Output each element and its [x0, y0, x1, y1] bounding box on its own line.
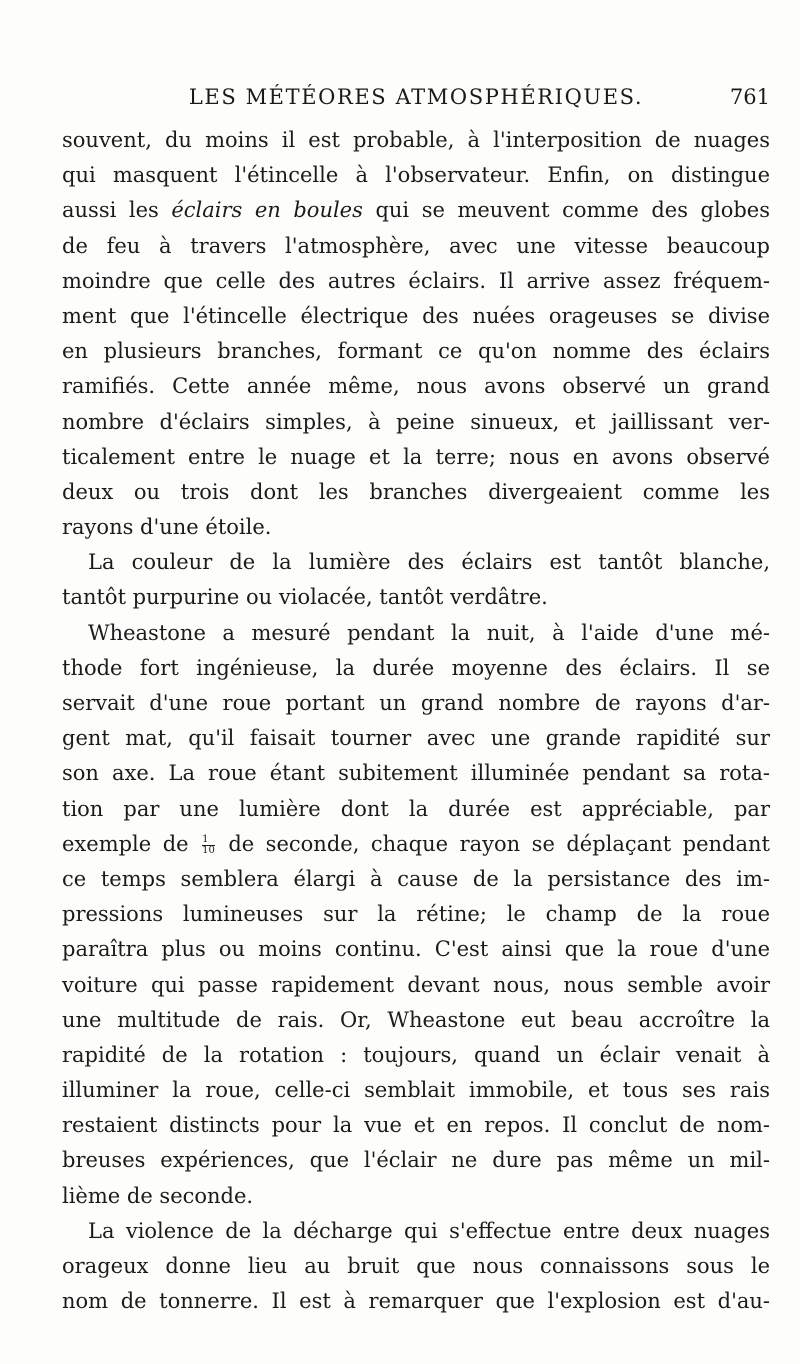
page-number: 761: [729, 85, 770, 109]
body-text: [62, 123, 770, 1319]
text-line: La violence de la décharge qui s'effectue entre deux nuages: [88, 1218, 770, 1243]
text-line: qui masquent l'étincelle à l'observateur. Enfin, on distingue: [62, 163, 770, 188]
text-line: ticalement entre le nuage et la terre; nous en avons observé: [62, 444, 770, 469]
text-line: voiture qui passe rapidement devant nous, nous semble avoir: [62, 972, 770, 997]
text-line: de feu à travers l'atmosphère, avec une vitesse beaucoup: [62, 233, 770, 258]
text-line: son axe. La roue étant subitement illuminée pendant sa rota-: [62, 761, 770, 786]
text-line: lième de seconde.: [62, 1183, 254, 1208]
text-line: [62, 827, 770, 862]
page-header: [62, 82, 770, 112]
text-line: rayons d'une étoile.: [62, 515, 272, 540]
text-line: ce temps semblera élargi à cause de la persistance des im-: [62, 866, 770, 891]
text-line: gent mat, qu'il faisait tourner avec une grande rapidité sur: [62, 726, 770, 751]
italic-term: éclairs en boules: [171, 198, 363, 223]
text-line: tantôt purpurine ou violacée, tantôt verdâtre.: [62, 585, 548, 610]
text-line: La couleur de la lumière des éclairs est tantôt blanche,: [88, 550, 770, 575]
running-title: LES MÉTÉORES ATMOSPHÉRIQUES.: [188, 85, 644, 109]
text-line: breuses expériences, que l'éclair ne dure pas même un mil-: [62, 1148, 770, 1173]
text-line: une multitude de rais. Or, Wheastone eut beau accroître la: [62, 1007, 770, 1032]
text-line: thode fort ingénieuse, la durée moyenne des éclairs. Il se: [62, 655, 770, 680]
text-line: restaient distincts pour la vue et en repos. Il conclut de nom-: [62, 1113, 770, 1138]
text-line: rapidité de la rotation : toujours, quand un éclair venait à: [62, 1042, 770, 1067]
text-line: nombre d'éclairs simples, à peine sinueux, et jaillissant ver-: [62, 409, 770, 434]
text-line: orageux donne lieu au bruit que nous connaissons sous le: [62, 1254, 770, 1278]
text-line: en plusieurs branches, formant ce qu'on nomme des éclairs: [62, 339, 770, 364]
fraction-denominator: 10: [202, 844, 215, 856]
text-segment: de seconde, chaque rayon se déplaçant pendant: [216, 831, 770, 856]
text-segment: exemple de: [62, 831, 201, 856]
text-line: paraîtra plus ou moins continu. C'est ainsi que la roue d'une: [62, 937, 770, 962]
text-line: Wheastone a mesuré pendant la nuit, à l'aide d'une mé-: [88, 620, 770, 645]
text-line: illuminer la roue, celle-ci semblait immobile, et tous ses rais: [62, 1078, 770, 1103]
text-line: [62, 193, 770, 228]
text-line: tion par une lumière dont la durée est appréciable, par: [62, 796, 770, 821]
text-line: ment que l'étincelle électrique des nuées orageuses se divise: [62, 303, 770, 328]
text-line: moindre que celle des autres éclairs. Il arrive assez fréquem-: [62, 268, 770, 293]
fraction-numerator: 1: [202, 835, 215, 846]
text-line: pressions lumineuses sur la rétine; le champ de la roue: [62, 902, 770, 927]
text-line: ramifiés. Cette année même, nous avons observé un grand: [62, 374, 770, 399]
text-line: deux ou trois dont les branches divergeaient comme les: [62, 479, 770, 504]
text-line: servait d'une roue portant un grand nombre de rayons d'ar-: [62, 691, 770, 715]
fraction: [202, 835, 215, 856]
text-segment: aussi les: [62, 198, 172, 223]
text-segment: qui se meuvent comme des globes: [362, 198, 770, 223]
text-line: nom de tonnerre. Il est à remarquer que l'explosion est d'au-: [62, 1289, 770, 1314]
text-line: souvent, du moins il est probable, à l'interposition de nuages: [62, 128, 770, 152]
